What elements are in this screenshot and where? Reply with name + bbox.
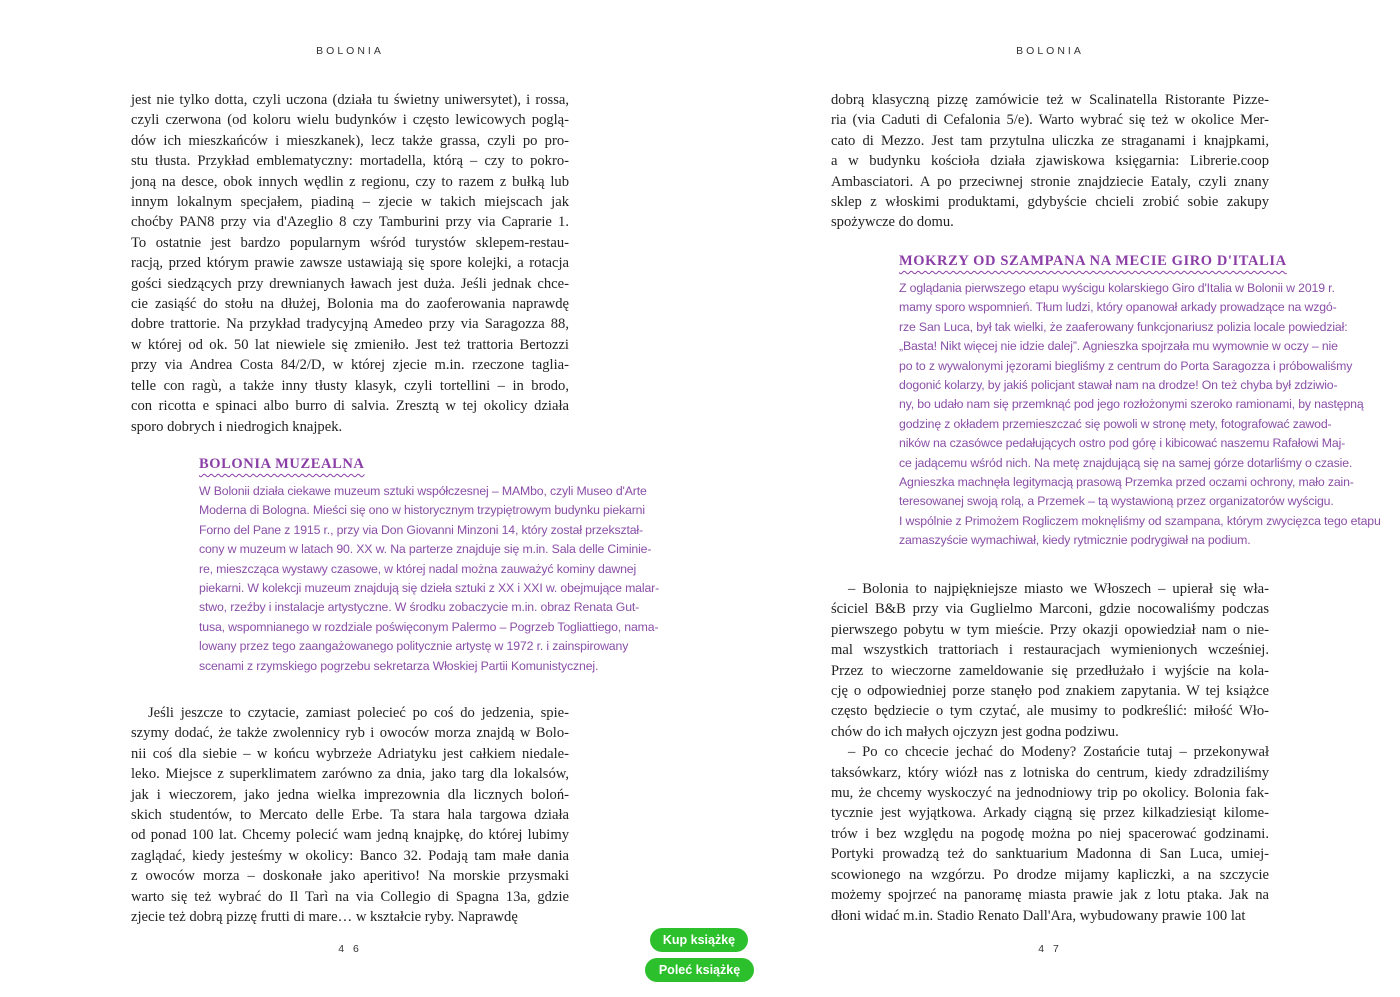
text-line: stwo, rzeźby i instalacje artystyczne. W środku zobaczycie m.in. obraz Renata Gut- (199, 600, 640, 615)
text-line: racją, przed którym prawie zawsze ustawiają się spore kolejki, a rotacja (131, 255, 569, 272)
text-line: jest nie tylko dotta, czyli uczona (działa tu świetny uniwersytet), i rossa, (131, 92, 569, 108)
text-line: pierwszego pobytu w tym mieście. Przy okazji opowiedział nam o nie- (831, 621, 1269, 638)
text-line: Jeśli jeszcze to czytacie, zamiast polecieć po coś do jedzenia, spie- (148, 705, 569, 721)
text-line: godzinę z okładem przemieszczać się powoli w stronę mety, fotografować zawod- (899, 416, 1332, 431)
text-line: tusa, wspomnianego w rozdziale poświęconym Palermo – Pogrzeb Togliattiego, nama- (199, 619, 659, 634)
text-line: warto się też wybrać do Il Tarì na via Collegio di Spagna 13a, gdzie (131, 888, 569, 905)
text-line: Moderna di Bologna. Mieści się ono w historycznym trzypiętrowym budynku piekarni (199, 503, 645, 518)
text-line: piekarni. W kolekcji muzeum znajdują się dzieła sztuki z XX i XXI w. obejmujące malar- (199, 581, 660, 596)
running-head: BOLONIA (316, 45, 384, 57)
text-line: ce jadącemu wśród nich. Na metę znajdującą się na samej górze dotarliśmy o czasie. (899, 455, 1353, 470)
text-line: rze San Luca, był tak wielki, że zaaferowany funkcjonariusz polizia locale powiedział: (899, 319, 1348, 334)
recommend-book-button[interactable]: Poleć książkę (645, 958, 754, 982)
sidebar-text (199, 482, 660, 676)
text-line: con ricotta e spinaci albo burro di salvia. Zresztą w tej okolicy działa (131, 398, 569, 415)
text-line: innym lokalnym specjałem, piadiną – zjecie w takich miejscach jak (131, 194, 569, 211)
text-line: teresowanej swoją rolą, a Przemek – tą wystawioną przez organizatorów wyścigu. (899, 494, 1334, 509)
text-line: cję o odpowiedniej porze stanęło pod znakiem zapytania. W tej książce (831, 683, 1269, 700)
text-line: cony w muzeum w latach 90. XX w. Na parterze znajduje się m.in. Sala delle Ciminie- (199, 542, 652, 557)
text-line: Forno del Pane z 1915 r., przy via Don Giovanni Minzoni 14, który został przekształ- (199, 522, 643, 537)
text-line: nii coś dla siebie – w końcu wybrzeże Adriatyku jest całkiem niedale- (131, 745, 569, 762)
text-line: dów ich mieszkańców i mieszkanek), lecz także grassa, czyli po pro- (131, 132, 569, 149)
text-line: – Po co chcecie jechać do Modeny? Zostańcie tutaj – przekonywał (848, 744, 1269, 761)
text-line: Przez to wieczorne zameldowanie się przedłużało i wyjście na kola- (831, 662, 1269, 679)
sidebar-box (899, 252, 1381, 551)
text-line: To ostatnie jest bardzo popularnym wśród turystów sklepem-restau- (131, 234, 569, 251)
sidebar-title: BOLONIA MUZEALNA (199, 456, 365, 472)
body-text-bottom (131, 703, 569, 927)
text-line: ników na czasówce pedałujących ostro pod górę i kibicować naszemu Rafałowi Maj- (899, 436, 1346, 451)
text-line: leko. Miejsce z superklimatem zarówno za dnia, jako targ dla lokalsów, (131, 766, 569, 783)
body-text-top (831, 90, 1269, 233)
text-line: spożywcze do domu. (831, 214, 954, 231)
text-line: telle con ragù, a także inny tłusty klasyk, czyli tortellini – in brodo, (131, 377, 569, 394)
text-line: dogonić kolarzy, by jakiś policjant stawał nam na drodze! On też chyba był zdziwio- (899, 378, 1338, 393)
text-line: jak i wieczorem, jako jedna wielka imprezownia dla licznych boloń- (131, 786, 569, 803)
text-line: re, mieszcząca wystawy czasowe, w której nadal można zauważyć kominy dawnej (199, 561, 637, 576)
text-line: mu, że chcemy wyskoczyć na jednodniowy trip po okolicy. Bolonia fak- (831, 785, 1269, 802)
text-line: I wspólnie z Primożem Rogliczem moknęliśmy od szampana, którym zwycięzca tego etapu (899, 513, 1381, 528)
text-line: taksówkarz, który wiózł nas z lotniska do centrum, kiedy zdradziliśmy (831, 764, 1269, 781)
page-number: 4 6 (338, 943, 362, 955)
text-line: tycznie jest wyjątkowa. Arkady ciągną się przez kilkadziesiąt kilome- (831, 805, 1269, 822)
text-line: choćby PAN8 przy via d'Azeglio 8 czy Tamburini przy via Caprarie 1. (131, 214, 569, 231)
text-line: zamaszyście wymachiwał, kiedy rytmicznie podrygiwał na podium. (899, 533, 1251, 548)
text-line: cie zasiąść do stołu na dłużej, Bolonia ma do zaoferowania naprawdę (131, 296, 569, 313)
text-line: z owoców morza – doskonałe jako aperitivo! Na morskie przysmaki (131, 868, 569, 885)
sidebar-text (899, 279, 1381, 551)
text-line: dobrą klasyczną pizzę zamówicie też w Scalinatella Ristorante Pizze- (831, 92, 1269, 108)
body-text-bottom (831, 579, 1269, 926)
text-line: scowionego na wzgórzu. Po drodze mijamy kapliczki, a na szczycie (831, 866, 1269, 883)
text-line: sporo dobrych i niedrogich knajpek. (131, 418, 343, 435)
text-line: joną na desce, obok innych wędlin z regionu, czy to razem z bułką lub (131, 173, 569, 190)
text-line: a w budynku kościoła działa zjawiskowa księgarnia: Librerie.coop (831, 153, 1269, 170)
text-line: lowany przez tego zaangażowanego politycznie artystę w 1972 r. i zainspirowany (199, 639, 629, 654)
text-line: scenami z rzymskiego pogrzebu sekretarza Włoskiej Partii Komunistycznej. (199, 658, 599, 673)
text-line: ściciel B&B przy via Guglielmo Marconi, gdzie nocowaliśmy podczas (831, 601, 1269, 618)
text-line: ny, bo udało nam się przemknąć pod jego rozłożonymi szeroko ramionami, by następną (899, 397, 1364, 412)
text-line: Ambasciatori. A po przeciwnej stronie znajdziecie Eataly, czyli znany (831, 173, 1269, 190)
sidebar-title: MOKRZY OD SZAMPANA NA MECIE GIRO D'ITALIA (899, 253, 1287, 269)
text-line: często będziecie o tym czytać, ale musimy to podkreślić: miłość Wło- (831, 703, 1269, 720)
text-line: W Bolonii działa ciekawe muzeum sztuki współczesnej – MAMbo, czyli Museo d'Arte (199, 484, 647, 498)
text-line: sklep z włoskimi produktami, gdybyście chcieli zrobić sobie zakupy (831, 194, 1269, 211)
text-line: – Bolonia to najpiękniejsze miasto we Włoszech – upierał się wła- (848, 581, 1269, 597)
text-line: w której od ok. 50 lat niewiele się zmieniło. Jest też trattoria Bertozzi (131, 336, 569, 353)
text-line: „Basta! Nikt więcej nie idzie dalej”. Agnieszka spojrzała mu wymownie w oczy – nie (899, 339, 1338, 354)
text-line: trów i bez względu na pogodę można po niej spacerować godzinami. (831, 825, 1269, 842)
text-line: Z oglądania pierwszego etapu wyścigu kolarskiego Giro d'Italia w Bolonii w 2019 r. (899, 281, 1335, 295)
text-line: szymy dodać, że także zwolennicy ryb i owoców morza znajdą w Bolo- (131, 725, 569, 742)
text-line: dobre trattorie. Na przykład tradycyjną Amedeo przy via Saragozza 88, (131, 316, 569, 333)
sidebar-box (199, 455, 660, 676)
text-line: stu tłusta. Przykład emblematyczny: mortadella, którą – czy to pokro- (131, 153, 569, 170)
text-line: mamy sporo wspomnień. Tłum ludzi, który opanował arkady prowadzące na wzgó- (899, 300, 1337, 315)
text-line: możemy spojrzeć na panoramę miasta prawie jak z lotu ptaka. Jak na (831, 887, 1269, 904)
page-number: 4 7 (1038, 943, 1062, 955)
text-line: Agnieszka machnęła legitymacją prasową Przemka przed oczami ochrony, mało zain- (899, 475, 1354, 490)
text-line: od ponad 100 lat. Chcemy polecić wam jedną knajpkę, do której lubimy (131, 827, 569, 844)
body-text-top (131, 90, 569, 437)
text-line: zjecie też dobrą pizzę frutti di mare… w kształcie ryby. Naprawdę (131, 909, 518, 926)
text-line: dłoni widać m.in. Stadio Renato Dall'Ara, wybudowany prawie 100 lat (831, 907, 1246, 924)
text-line: chów do ich małych ojczyzn jest godna podziwu. (831, 723, 1119, 740)
text-line: po to z wywalonymi jęzorami biegliśmy z centrum do Porta Saragozza i próbowaliśmy (899, 358, 1353, 373)
text-line: gości siedzących przy drewnianych ławach jest duża. Jeśli jednak chce- (131, 275, 569, 292)
text-line: ria (via Caduti di Cefalonia 5/e). Warto wybrać się też w okolice Mer- (831, 112, 1269, 129)
text-line: Portyki prowadzą też do sanktuarium Madonna di San Luca, umiej- (831, 846, 1269, 863)
text-line: mal wszystkich trattoriach i restauracjach wymienionych wcześniej. (831, 642, 1269, 659)
text-line: cato di Mezzo. Jest tam przytulna uliczka ze straganami i knajpkami, (831, 132, 1269, 149)
text-line: skich studentów, to Mercato delle Erbe. Ta stara hala targowa działa (131, 807, 569, 824)
text-line: zaglądać, kiedy jesteśmy w okolicy: Banco 32. Podają tam małe dania (131, 847, 569, 864)
right-page (700, 0, 1400, 997)
buy-book-button[interactable]: Kup książkę (650, 928, 748, 952)
text-line: przy via Andrea Costa 84/2/D, w której zjecie m.in. rzeczone taglia- (131, 357, 569, 374)
text-line: czyli czerwona (od koloru wielu budynków i często lewicowych poglą- (131, 112, 569, 129)
running-head: BOLONIA (1016, 45, 1084, 57)
